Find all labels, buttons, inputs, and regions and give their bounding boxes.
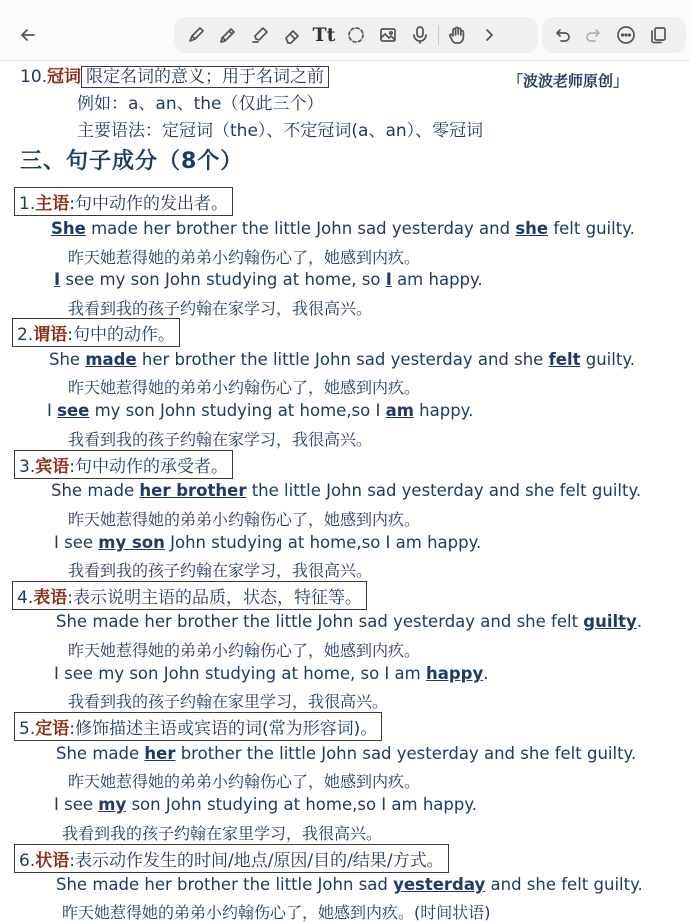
sentence-fragment: She made (56, 744, 145, 763)
section-4-box (12, 581, 367, 610)
sentence-fragment: She made (51, 481, 140, 500)
section-3-translation-1: 昨天她惹得她的弟弟小约翰伤心了，她感到内疚。 (68, 510, 421, 529)
highlighted-word: made (85, 350, 137, 369)
section-5-translation-2: 我看到我的孩子约翰在家里学习，我很高兴。 (62, 824, 383, 843)
sentence-fragment: brother the little John sad yesterday and she felt guilty. (175, 744, 637, 763)
section-4-term: 表语 (33, 588, 68, 608)
article-heading (20, 62, 329, 87)
author-credit: 「波波老师原创」 (508, 72, 629, 90)
section-1-definition: :句中动作的发出者。 (69, 194, 228, 214)
section-title: 三、句子成分（8个） (20, 149, 244, 174)
article-definition: 限定名词的意义；用于名词之前 (81, 66, 329, 88)
sentence-fragment: her brother the little John sad yesterday and she (136, 350, 549, 369)
undo-icon[interactable] (546, 19, 578, 51)
section-3-term: 宾语 (35, 457, 70, 477)
pencil-icon[interactable] (212, 19, 244, 51)
image-icon[interactable] (372, 19, 404, 51)
expand-more-icon[interactable] (473, 19, 505, 51)
highlighted-word: guilty (583, 612, 637, 631)
section-2-number: 2. (17, 325, 34, 345)
highlighted-word: I (54, 270, 61, 289)
highlighted-word: yesterday (393, 875, 486, 894)
text-tool-icon[interactable]: Tt (312, 24, 336, 46)
sentence-fragment: She made her brother the little John sad (56, 875, 394, 894)
sentence-fragment: the little John sad yesterday and she felt guilty. (246, 481, 642, 500)
sentence-fragment: John studying at home,so I am happy. (164, 533, 482, 552)
section-3-box (14, 450, 233, 479)
sentence-fragment: guilty. (580, 350, 635, 369)
highlighted-word: my (98, 795, 127, 814)
section-4-translation-2: 我看到我的孩子约翰在家里学习，我很高兴。 (68, 692, 389, 711)
section-5-sentence-1 (56, 744, 636, 763)
section-1-box (14, 187, 233, 216)
sentence-fragment: I see my son John studying at home, so I am (54, 664, 426, 683)
sentence-fragment: am happy. (391, 270, 483, 289)
sentence-fragment: son John studying at home,so I am happy. (126, 795, 477, 814)
sentence-fragment: my son John studying at home,so I (89, 401, 386, 420)
section-6-box (14, 844, 449, 873)
section-1-sentence-2 (54, 270, 483, 289)
highlighted-word: my son (98, 533, 165, 552)
sentence-fragment: see my son John studying at home, so (60, 270, 386, 289)
section-6-sentence-1 (56, 875, 643, 894)
pages-icon[interactable] (642, 19, 674, 51)
section-6-translation-1: 昨天她惹得她的弟弟小约翰伤心了，她感到内疚。(时间状语) (62, 903, 491, 922)
highlighted-word: see (57, 401, 90, 420)
section-5-term: 定语 (35, 719, 70, 739)
section-3-translation-2: 我看到我的孩子约翰在家学习，我很高兴。 (68, 561, 373, 580)
highlighted-word: I (385, 270, 392, 289)
highlighted-word: am (385, 401, 414, 420)
article-number: 10. (20, 67, 48, 87)
article-grammar: 主要语法：定冠词（the）、不定冠词(a、an）、零冠词 (77, 121, 484, 141)
highlighted-word: happy (425, 664, 484, 683)
sentence-fragment: felt guilty. (548, 219, 635, 238)
section-4-sentence-1 (56, 612, 642, 631)
section-5-heading (14, 712, 382, 741)
more-icon[interactable] (610, 19, 642, 51)
section-4-translation-1: 昨天她惹得她的弟弟小约翰伤心了，她感到内疚。 (68, 641, 421, 660)
section-1-number: 1. (19, 194, 36, 214)
section-1-translation-2: 我看到我的孩子约翰在家学习，我很高兴。 (68, 299, 373, 318)
section-2-translation-2: 我看到我的孩子约翰在家学习，我很高兴。 (68, 430, 373, 449)
redo-icon[interactable] (578, 19, 610, 51)
article-example: 例如：a、an、the（仅此三个） (77, 94, 324, 114)
section-1-heading (14, 187, 233, 216)
section-4-number: 4. (17, 588, 34, 608)
microphone-icon[interactable] (404, 19, 436, 51)
section-6-heading (14, 844, 449, 873)
sentence-fragment: . (483, 664, 489, 683)
highlighted-word: her (144, 744, 176, 763)
section-2-definition: :句中的动作。 (67, 325, 175, 345)
back-arrow-icon[interactable] (12, 19, 44, 51)
drawing-tools-bar (174, 17, 538, 53)
lasso-icon[interactable] (340, 19, 372, 51)
sentence-fragment: made her brother the little John sad yesterday and (85, 219, 516, 238)
highlighted-word: She (51, 219, 86, 238)
section-2-sentence-1 (49, 350, 635, 369)
section-3-sentence-2 (54, 533, 481, 552)
highlighted-word: she (515, 219, 549, 238)
sentence-fragment: . (636, 612, 643, 631)
section-4-heading (12, 581, 367, 610)
section-2-term: 谓语 (33, 325, 68, 345)
section-6-number: 6. (19, 851, 36, 871)
sentence-fragment: happy. (413, 401, 474, 420)
section-5-definition: :修饰描述主语或宾语的词(常为形容词)。 (69, 719, 378, 739)
section-5-sentence-2 (54, 795, 477, 814)
section-1-sentence-1 (51, 219, 635, 238)
sentence-fragment: I see (54, 795, 99, 814)
section-2-box (12, 318, 180, 347)
sentence-fragment: She made her brother the little John sad yesterday and she felt (56, 612, 584, 631)
section-3-heading (14, 450, 233, 479)
sentence-fragment: I (47, 401, 58, 420)
section-3-sentence-1 (51, 481, 641, 500)
section-2-translation-1: 昨天她惹得她的弟弟小约翰伤心了，她感到内疚。 (68, 378, 421, 397)
section-4-sentence-2 (54, 664, 488, 683)
article-term: 冠词 (47, 67, 82, 87)
highlighter-icon[interactable] (244, 19, 276, 51)
section-5-translation-1: 昨天她惹得她的弟弟小约翰伤心了，她感到内疚。 (68, 772, 421, 791)
section-6-term: 状语 (35, 851, 70, 871)
hand-gesture-icon[interactable] (441, 19, 473, 51)
section-5-box (14, 712, 382, 741)
highlighted-word: her brother (139, 481, 247, 500)
sentence-fragment: I see (54, 533, 99, 552)
section-3-number: 3. (19, 457, 36, 477)
pen-icon[interactable] (180, 19, 212, 51)
eraser-icon[interactable] (276, 19, 308, 51)
sentence-fragment: and she felt guilty. (485, 875, 643, 894)
section-5-number: 5. (19, 719, 36, 739)
document-actions-bar (542, 17, 686, 53)
section-3-definition: :句中动作的承受者。 (69, 457, 228, 477)
section-1-term: 主语 (35, 194, 70, 214)
highlighted-word: felt (548, 350, 581, 369)
section-2-heading (12, 318, 180, 347)
section-6-definition: :表示动作发生的时间/地点/原因/目的/结果/方式。 (69, 851, 444, 871)
section-2-sentence-2 (47, 401, 473, 420)
toolbar-divider (438, 25, 439, 45)
app-toolbar (0, 0, 690, 61)
section-4-definition: :表示说明主语的品质，状态，特征等。 (67, 588, 362, 608)
sentence-fragment: She (49, 350, 86, 369)
section-1-translation-1: 昨天她惹得她的弟弟小约翰伤心了，她感到内疚。 (68, 248, 421, 267)
